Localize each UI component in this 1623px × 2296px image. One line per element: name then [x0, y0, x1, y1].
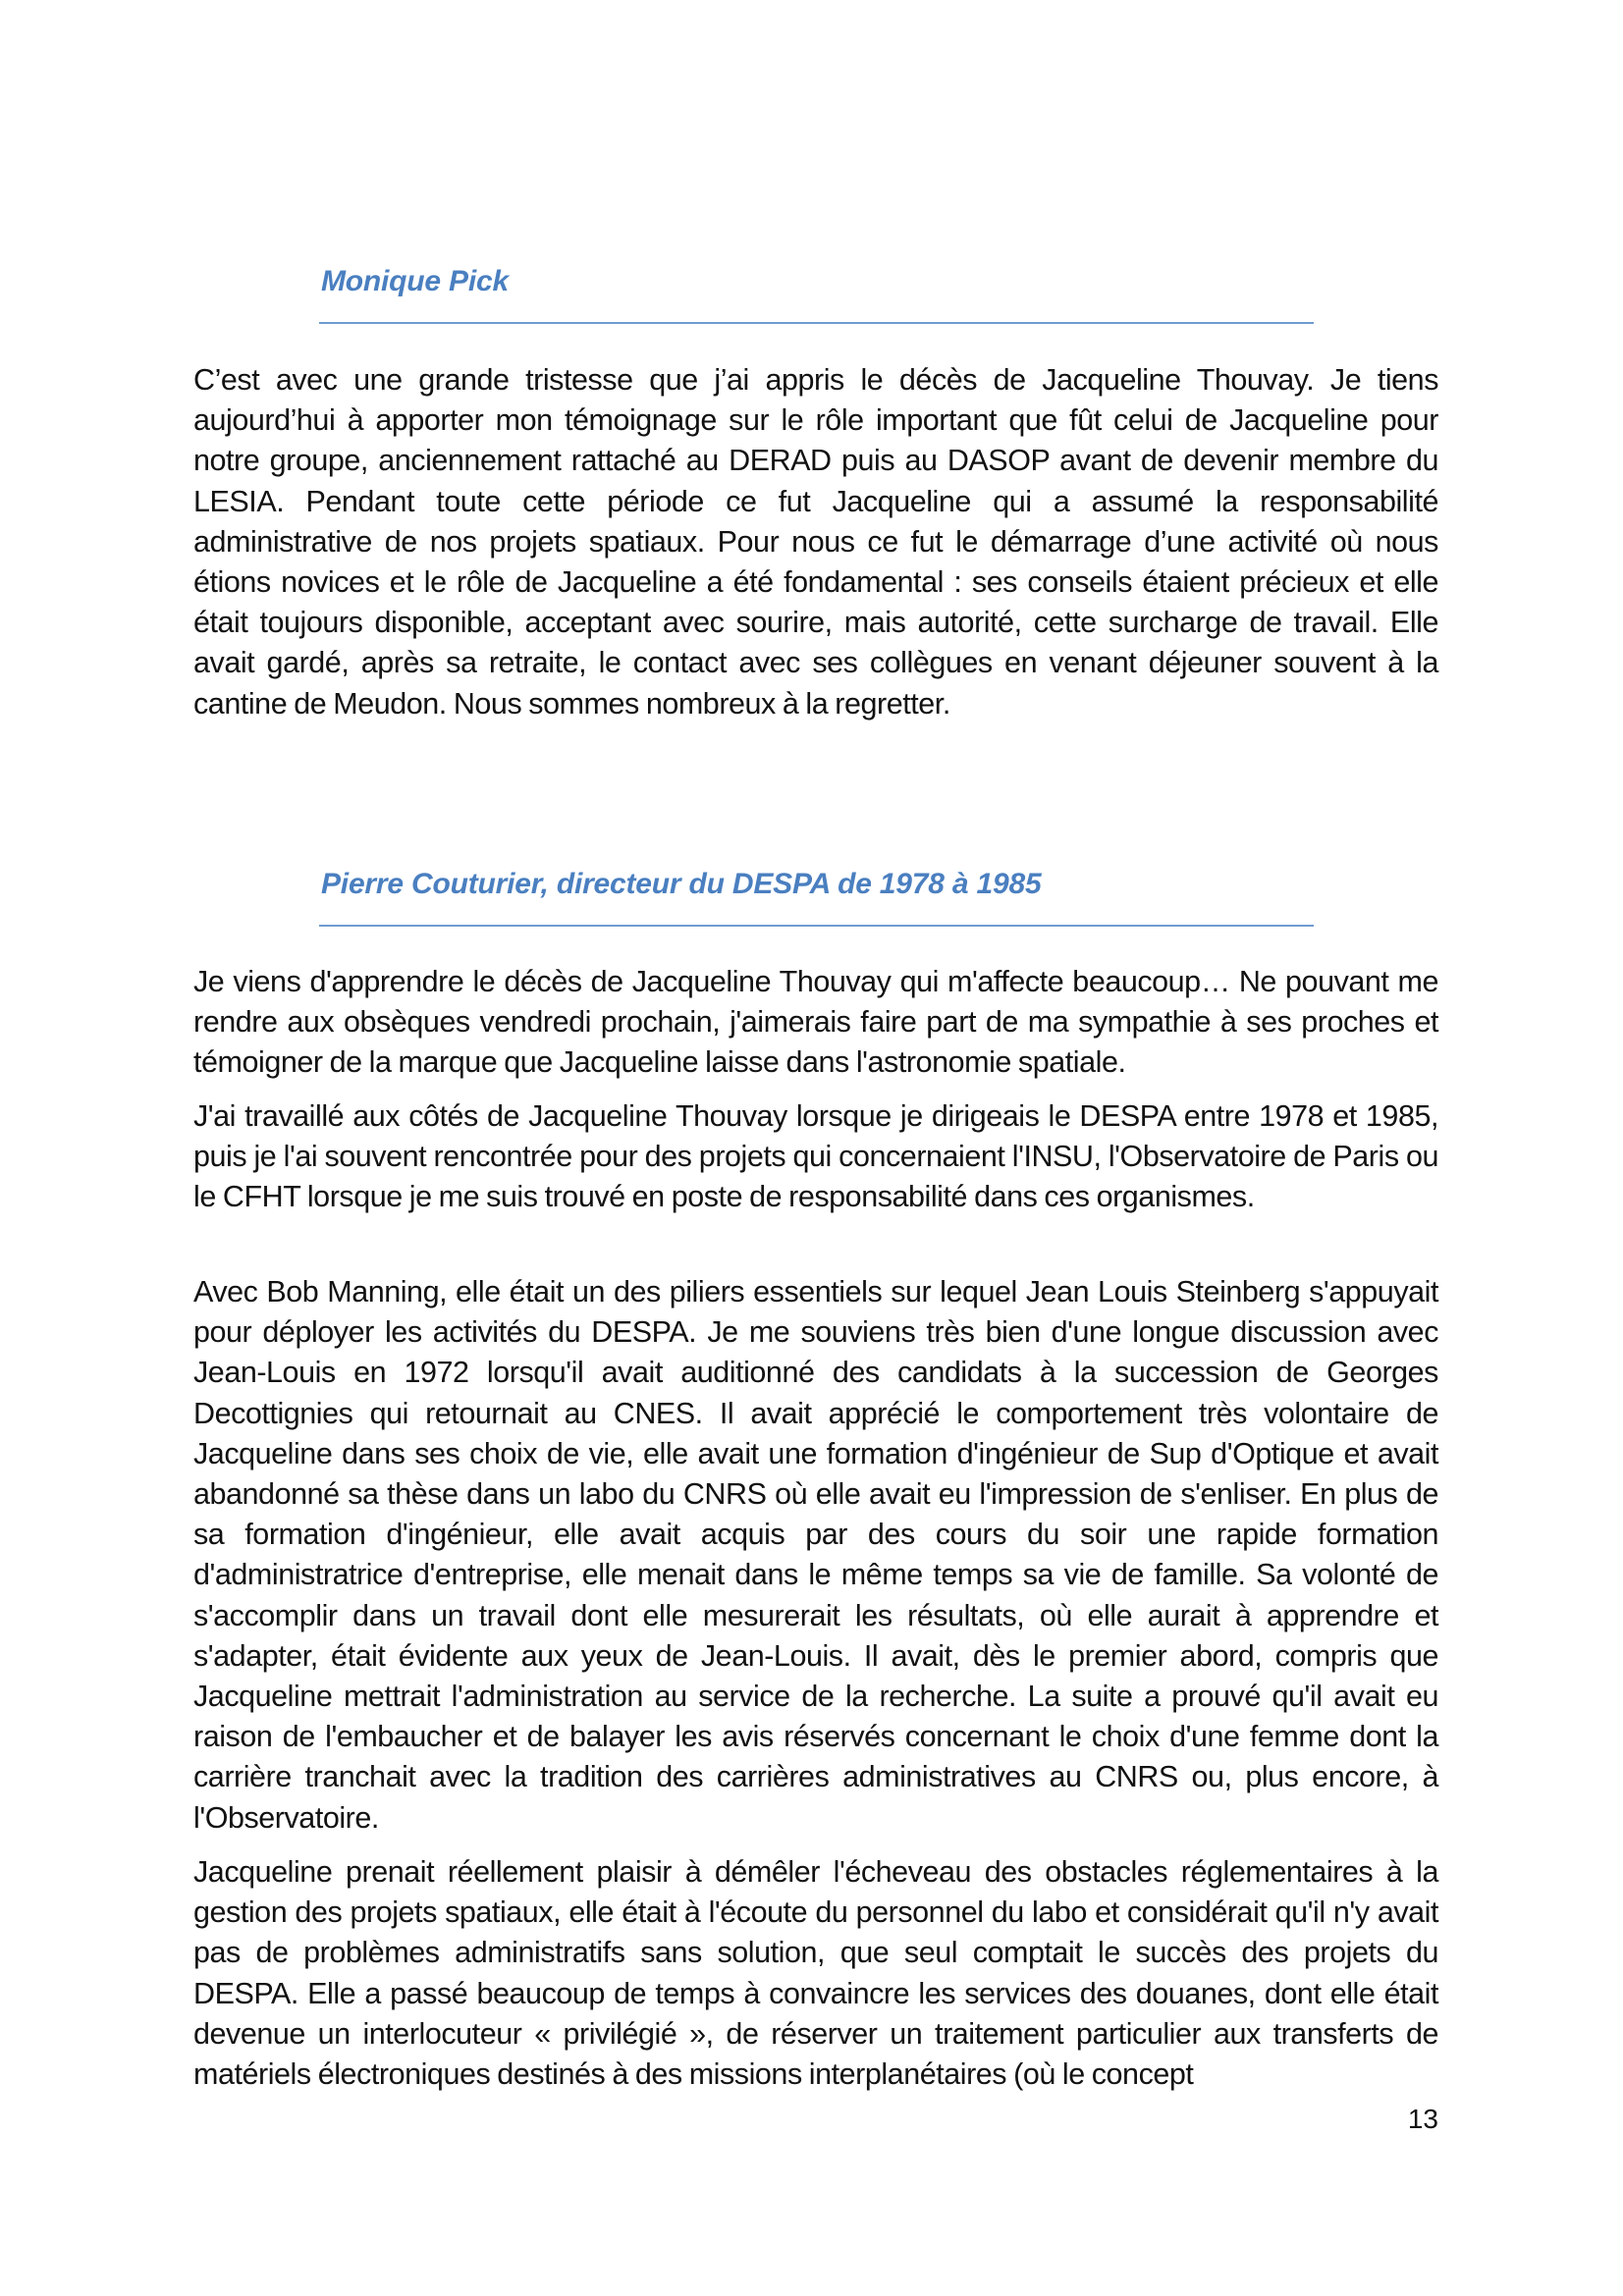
section-heading-pierre-couturier: Pierre Couturier, directeur du DESPA de 1978 à 1985 [321, 868, 1042, 900]
paragraph-couturier-1: Je viens d'apprendre le décès de Jacqueline Thouvay qui m'affecte beaucoup… Ne pouvant me rendre aux obsèques vendredi prochain, j'aimerais faire part de ma sympathie à ses proches et témoigner de la marque que Jacqueline laisse dans l'astronomie spatiale. [193, 965, 1438, 1080]
page-number: 13 [1407, 2104, 1438, 2134]
paragraph-couturier-2: J'ai travaillé aux côtés de Jacqueline Thouvay lorsque je dirigeais le DESPA entre 1978 et 1985, puis je l'ai souvent rencontrée pour des projets qui concernaient l'INSU, l'Observatoire de Paris ou le CFHT lorsque je me suis trouvé en poste de responsabilité dans ces organismes. [193, 1099, 1438, 1214]
section-heading-monique-pick: Monique Pick [321, 265, 509, 297]
paragraph-couturier-4: Jacqueline prenait réellement plaisir à démêler l'écheveau des obstacles réglementaires à la gestion des projets spatiaux, elle était à l'écoute du personnel du labo et considérait qu'il n'y avait pas de problèmes administratifs sans solution, que seul comptait le succès des projets du DESPA. Elle a passé beaucoup de temps à convaincre les services des douanes, dont elle était devenue un interlocuteur « privilégié », de réserver un traitement particulier aux transferts de matériels électroniques destinés à des missions interplanétaires (où le concept [193, 1855, 1438, 2092]
heading-underline [319, 925, 1314, 927]
heading-underline [319, 322, 1314, 324]
paragraph-couturier-3: Avec Bob Manning, elle était un des piliers essentiels sur lequel Jean Louis Steinberg s'appuyait pour déployer les activités du DESPA. Je me souviens très bien d'une longue discussion avec Jean-Louis en 1972 lorsqu'il avait auditionné des candidats à la succession de Georges Decottignies qui retournait au CNES. Il avait apprécié le comportement très volontaire de Jacqueline dans ses choix de vie, elle avait une formation d'ingénieur de Sup d'Optique et avait abandonné sa thèse dans un labo du CNRS où elle avait eu l'impression de s'enliser. En plus de sa formation d'ingénieur, elle avait acquis par des cours du soir une rapide formation d'administratrice d'entreprise, elle menait dans le même temps sa vie de famille. Sa volonté de s'accomplir dans un travail dont elle mesurerait les résultats, où elle aurait à apprendre et s'adapter, était évidente aux yeux de Jean-Louis. Il avait, dès le premier abord, compris que Jacqueline mettrait l'administration au service de la recherche. La suite a prouvé qu'il avait eu raison de l'embaucher et de balayer les avis réservés concernant le choix d'une femme dont la carrière tranchait avec la tradition des carrières administratives au CNRS ou, plus encore, à l'Observatoire. [193, 1275, 1438, 1835]
paragraph-monique-pick-1: C’est avec une grande tristesse que j’ai appris le décès de Jacqueline Thouvay. Je tiens aujourd’hui à apporter mon témoignage sur le rôle important que fût celui de Jacqueline pour notre groupe, anciennement rattaché au DERAD puis au DASOP avant de devenir membre du LESIA. Pendant toute cette période ce fut Jacqueline qui a assumé la responsabilité administrative de nos projets spatiaux. Pour nous ce fut le démarrage d’une activité où nous étions novices et le rôle de Jacqueline a été fondamental : ses conseils étaient précieux et elle était toujours disponible, acceptant avec sourire, mais autorité, cette surcharge de travail. Elle avait gardé, après sa retraite, le contact avec ses collègues en venant déjeuner souvent à la cantine de Meudon. Nous sommes nombreux à la regretter. [193, 363, 1438, 721]
